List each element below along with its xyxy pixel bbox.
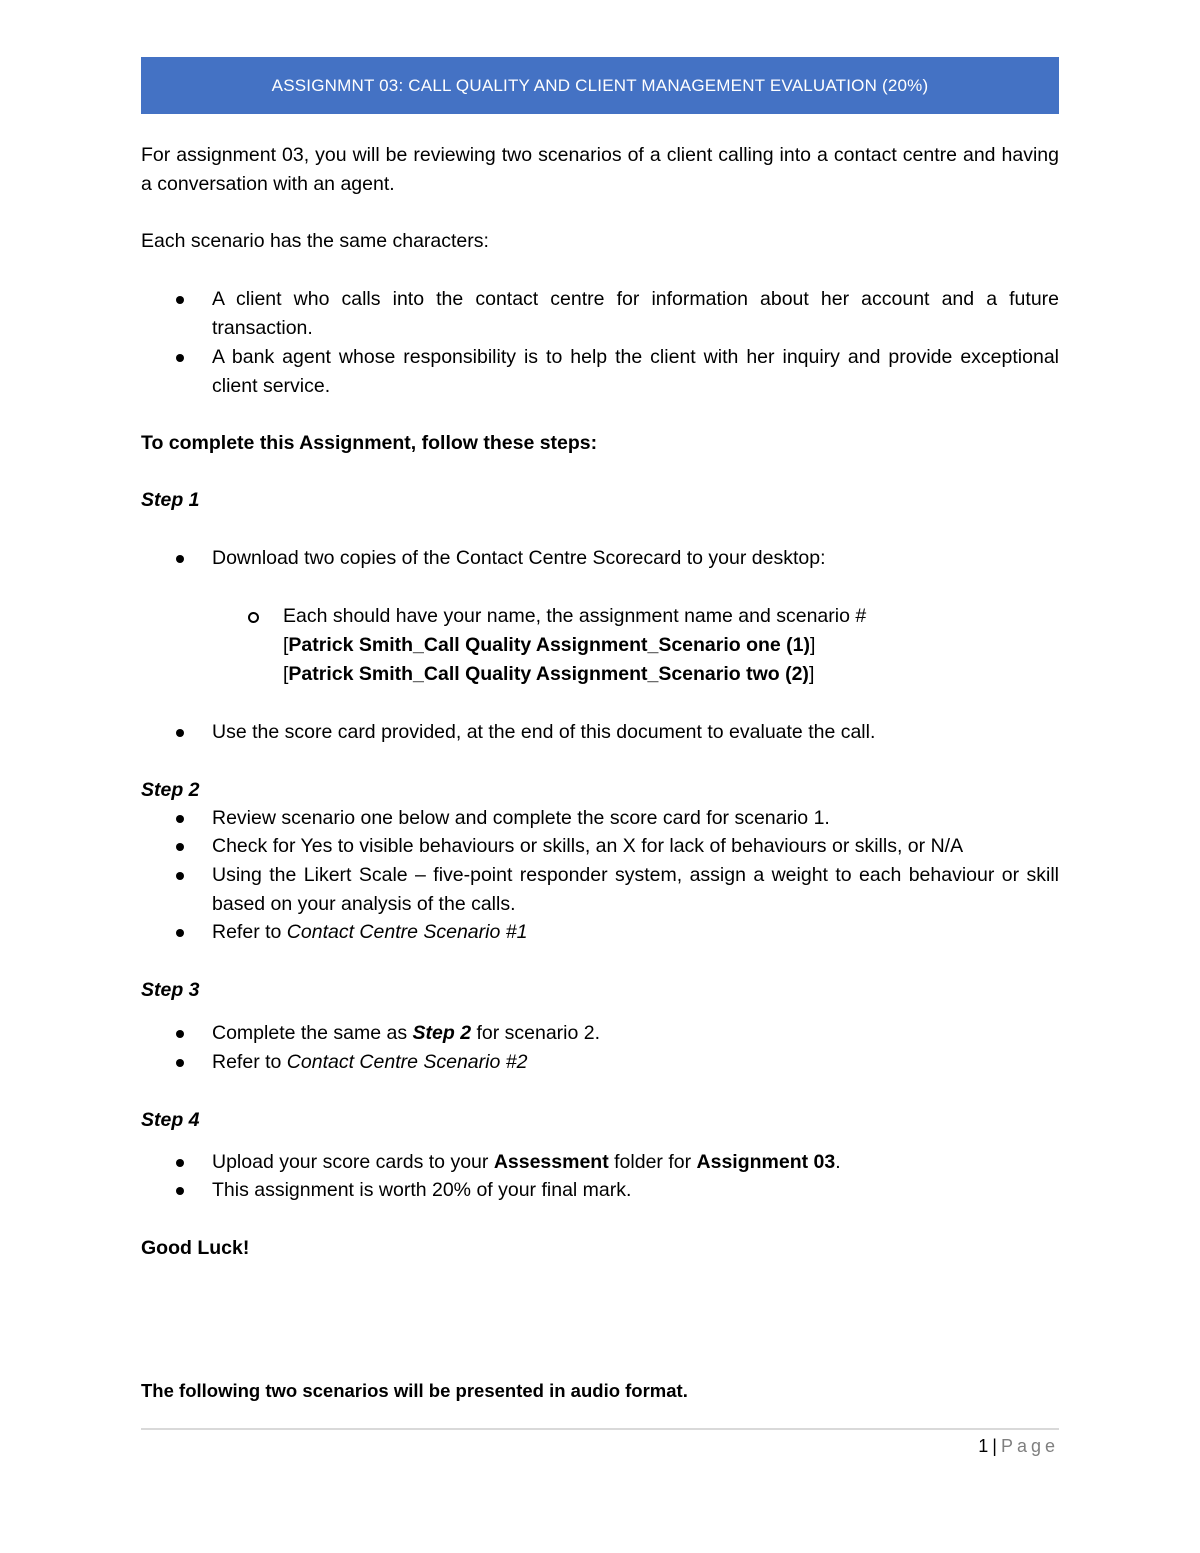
footer-divider [141,1428,1059,1430]
bullet-icon [176,729,184,737]
naming-example-1: [Patrick Smith_Call Quality Assignment_Scenario one (1)] [283,634,816,656]
character-agent: A bank agent whose responsibility is to help the client with her inquiry and provide exceptional client service. [212,346,1059,397]
steps-heading: To complete this Assignment, follow these steps: [141,432,598,454]
example-filename-1: Patrick Smith_Call Quality Assignment_Scenario one (1) [288,634,811,656]
bullet-icon [176,1059,184,1067]
assessment-folder: Assessment [493,1151,609,1173]
page-separator: | [992,1436,997,1456]
step1-bullet-scorecard: Use the score card provided, at the end of this document to evaluate the call. [212,721,876,743]
bullet-icon [176,1187,184,1195]
step3-bullet-refer [212,1048,1059,1077]
step2-bullet-likert: Using the Likert Scale – five-point responder system, assign a weight to each behaviour or skill based on your analysis of the calls. [212,864,1059,915]
complete-suffix: for scenario 2. [471,1022,601,1044]
step1-bullet-download: Download two copies of the Contact Centre Scorecard to your desktop: [212,547,826,569]
bullet-icon [176,815,184,823]
bullet-icon [176,296,184,304]
upload-text: folder for [608,1151,697,1173]
scenario-2-reference: Contact Centre Scenario #2 [286,1051,528,1073]
intro-paragraph: For assignment 03, you will be reviewing two scenarios of a client calling into a contact centre and having a conversation with an agent. [141,144,1059,195]
closing-text: Good Luck! [141,1237,250,1259]
circle-bullet-icon [248,612,259,623]
step1-title: Step 1 [141,489,200,511]
bullet-icon [176,1159,184,1167]
naming-example-2: [Patrick Smith_Call Quality Assignment_Scenario two (2)] [283,663,815,685]
bullet-icon [176,872,184,880]
character-client: A client who calls into the contact centre for information about her account and a future transaction. [212,288,1059,339]
step3-bullet-complete [212,1019,1059,1048]
step2-bullet-check: Check for Yes to visible behaviours or skills, an X for lack of behaviours or skills, or N/A [212,835,964,857]
page-footer [978,1434,1059,1458]
page-number: 1 [978,1436,989,1456]
audio-note: The following two scenarios will be presented in audio format. [141,1380,688,1401]
step3-title: Step 3 [141,979,200,1001]
upload-text: Upload your score cards to your [212,1151,494,1173]
document-page [141,0,1059,1553]
complete-prefix: Complete the same as [212,1022,413,1044]
scenario-1-reference: Contact Centre Scenario #1 [286,921,528,943]
bullet-icon [176,843,184,851]
assignment-name: Assignment 03 [696,1151,836,1173]
step2-bullet-review: Review scenario one below and complete the score card for scenario 1. [212,807,830,829]
step2-reference: Step 2 [412,1022,472,1044]
bullet-icon [176,354,184,362]
step2-title: Step 2 [141,779,200,801]
characters-heading: Each scenario has the same characters: [141,230,489,252]
step4-bullet-worth: This assignment is worth 20% of your final mark. [212,1179,632,1201]
refer-prefix: Refer to [212,1051,287,1073]
step4-bullet-upload [212,1148,1059,1177]
refer-prefix: Refer to [212,921,287,943]
page-label: Page [1000,1436,1059,1456]
bullet-icon [176,1030,184,1038]
step2-bullet-refer [212,918,1059,947]
step1-naming-instructions [283,602,1059,689]
example-filename-2: Patrick Smith_Call Quality Assignment_Scenario two (2) [288,663,809,685]
step4-title: Step 4 [141,1109,200,1131]
bullet-icon [176,929,184,937]
header-title: ASSIGNMNT 03: CALL QUALITY AND CLIENT MANAGEMENT EVALUATION (20%) [271,75,929,95]
header-banner [141,57,1059,114]
upload-text: . [835,1151,841,1173]
naming-rule: Each should have your name, the assignment name and scenario # [283,605,867,627]
bullet-icon [176,555,184,563]
